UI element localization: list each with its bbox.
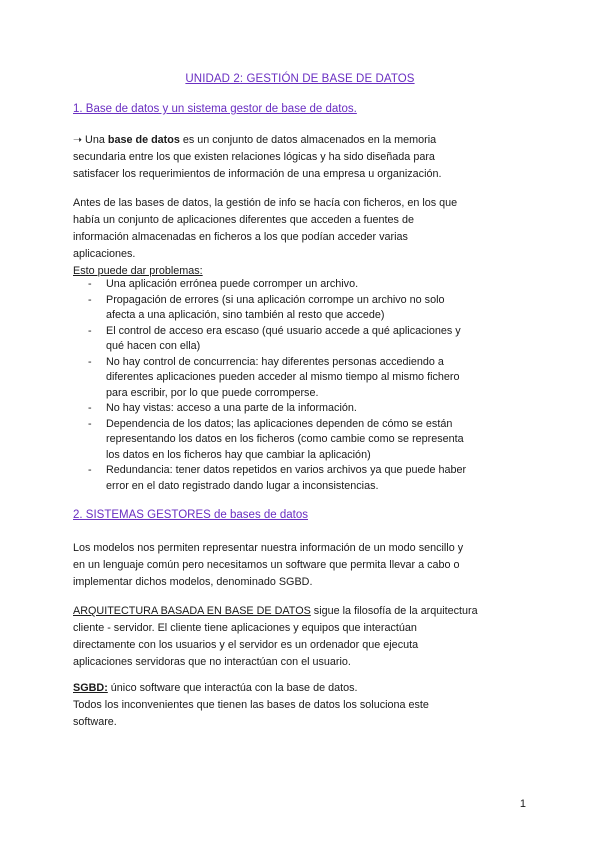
models-line-3: implementar dichos modelos, denominado SGBD. bbox=[73, 576, 313, 588]
sgbd-paragraph bbox=[73, 680, 543, 731]
definition-line-1: es un conjunto de datos almacenados en la memoria bbox=[179, 134, 437, 146]
list-item bbox=[88, 293, 528, 324]
list-item-text: representando los datos en los ficheros (como cambie como se representa bbox=[106, 433, 464, 445]
architecture-line-1: sigue la filosofía de la arquitectura bbox=[310, 605, 478, 617]
arrow-prefix: ➝ Una bbox=[73, 134, 108, 146]
architecture-line-4: aplicaciones servidoras que no interactúan con el usuario. bbox=[73, 656, 351, 668]
list-item-text: para escribir, por lo que puede corromperse. bbox=[106, 386, 319, 399]
models-paragraph bbox=[73, 540, 543, 591]
models-line-1: Los modelos nos permiten representar nuestra información de un modo sencillo y bbox=[73, 542, 464, 554]
sgbd-line-2: Todos los inconvenientes que tienen las bases de datos los soluciona este bbox=[73, 699, 429, 711]
list-item bbox=[88, 277, 528, 293]
list-item bbox=[88, 355, 528, 402]
problems-list bbox=[88, 277, 528, 494]
sgbd-line-1: único software que interactúa con la base de datos. bbox=[107, 682, 358, 694]
list-item-text: diferentes aplicaciones pueden acceder al mismo tiempo al mismo fichero bbox=[106, 371, 460, 383]
page-number: 1 bbox=[519, 798, 526, 810]
sgbd-line-3: software. bbox=[73, 716, 117, 728]
definition-line-2: secundaria entre los que existen relaciones lógicas y ha sido diseñada para bbox=[73, 151, 435, 163]
list-item-text: El control de acceso era escaso (qué usuario accede a qué aplicaciones y bbox=[106, 324, 461, 337]
architecture-term: ARQUITECTURA BASADA EN BASE DE DATOS bbox=[73, 605, 311, 617]
document-title: UNIDAD 2: GESTIÓN DE BASE DE DATOS bbox=[185, 73, 415, 85]
list-item bbox=[88, 463, 528, 494]
list-item-text: No hay vistas: acceso a una parte de la información. bbox=[106, 402, 357, 414]
list-item-text: Una aplicación errónea puede corromper un archivo. bbox=[106, 278, 359, 290]
list-item bbox=[88, 324, 528, 355]
definition-line-3: satisfacer los requerimientos de información de una empresa u organización. bbox=[73, 168, 442, 180]
list-item-text: error en el dato registrado dando lugar a inconsistencias. bbox=[106, 479, 379, 492]
problems-label: Esto puede dar problemas: bbox=[73, 265, 203, 277]
section-1-heading: 1. Base de datos y un sistema gestor de base de datos. bbox=[73, 103, 357, 115]
list-item-text: Redundancia: tener datos repetidos en varios archivos ya que puede haber bbox=[106, 464, 467, 476]
section-2-heading: 2. SISTEMAS GESTORES de bases de datos bbox=[73, 509, 309, 521]
list-item-text: Dependencia de los datos; las aplicaciones dependen de cómo se están bbox=[106, 417, 453, 430]
sgbd-term: SGBD: bbox=[73, 682, 108, 694]
history-line-4: aplicaciones. bbox=[73, 248, 136, 260]
list-item bbox=[88, 401, 528, 417]
list-item-text: No hay control de concurrencia: hay diferentes personas accediendo a bbox=[106, 355, 444, 368]
list-item bbox=[88, 417, 528, 464]
definition-paragraph bbox=[73, 132, 543, 183]
list-item-text: qué hacen con ella) bbox=[106, 340, 201, 352]
definition-term: base de datos bbox=[107, 134, 180, 146]
architecture-paragraph bbox=[73, 603, 543, 671]
models-line-2: en un lenguaje común pero necesitamos un software que permita llevar a cabo o bbox=[73, 559, 460, 571]
architecture-line-3: directamente con los usuarios y el servidor es un ordenador que ejecuta bbox=[73, 639, 419, 651]
history-paragraph bbox=[73, 195, 543, 280]
history-line-1: Antes de las bases de datos, la gestión de info se hacía con ficheros, en los que bbox=[73, 197, 458, 209]
list-item-text: los datos en los ficheros hay que cambiar la aplicación) bbox=[106, 448, 371, 461]
architecture-line-2: cliente - servidor. El cliente tiene aplicaciones y equipos que interactúan bbox=[73, 622, 417, 634]
history-line-3: información almacenadas en ficheros a los que podían acceder varias bbox=[73, 231, 408, 243]
list-item-text: Propagación de errores (si una aplicación corrompe un archivo no solo bbox=[106, 293, 445, 306]
list-item-text: afecta a una aplicación, sino también al resto que accede) bbox=[106, 309, 385, 321]
history-line-2: había un conjunto de aplicaciones diferentes que acceden a fuentes de bbox=[73, 214, 414, 226]
